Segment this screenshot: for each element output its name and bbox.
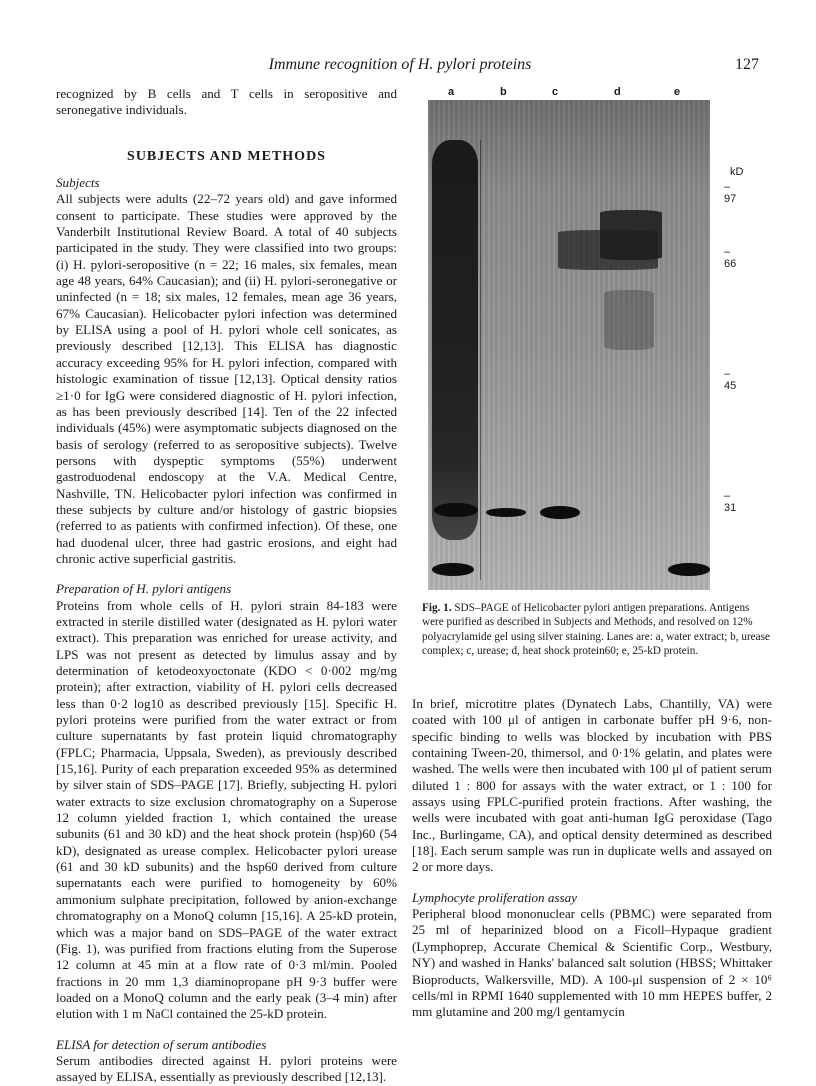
lane-label-d: d	[614, 86, 621, 98]
subjects-paragraph: All subjects were adults (22–72 years old) and gave informed consent to participate. These studies were approved by the Vanderbilt Institutional Review Board. A total of 40 subjects participated in the study. They were classified into two groups: (i) H. pylori-seropositive (n = 22; 16 males, six females, mean age 48 years, 64% Caucasian); and (ii) H. pylori-seronegative or uninfected (n = 18; six males, 12 females, mean age 36 years, 67% Caucasian). Helicobacter pylori infection was determined by ELISA using a pool of H. pylori whole cell sonicates, as previously described [12,13]. This ELISA has diagnostic accuracy exceeding 95% for H. pylori infection, compared with histologic examination of tissue [12,13]. Optical density ratios ≥1·0 for IgG were considered diagnostic of H. pylori infection, as has been previously described [14]. Ten of the 22 infected individuals (45%) were asymptomatic subjects diagnosed on the basis of serology (referred to as seropositive subjects). Twelve persons with dyspeptic symptoms (55%) underwent gastroduodenal endoscopy at the V.A. Medical Centre, Nashville, TN. Helicobacter pylori infection was confirmed in these subjects by culture and/or histology of gastric biopsies (referred to as patients with confirmed infection). Of these, one had duodenal ulcer, three had gastric erosions, and eight had chronic active superficial gastritis.	[56, 191, 397, 566]
elisa-heading: ELISA for detection of serum antibodies	[56, 1036, 267, 1052]
marker-97: – 97	[724, 181, 737, 205]
lymphocyte-heading: Lymphocyte proliferation assay	[412, 889, 577, 905]
marker-66: – 66	[724, 246, 737, 270]
figure-caption	[422, 601, 772, 658]
caption-label: Fig. 1.	[422, 602, 452, 614]
subjects-heading: Subjects	[56, 175, 100, 191]
preparation-paragraph: Proteins from whole cells of H. pylori strain 84-183 were extracted in sterile distilled water (designated as H. pylori water extract). This preparation was enriched for urease activity, and LPS was not present as detected by limulus assay and by determination of ketodeoxyoctonate (KDO < 0·002 mg/mg protein); after extraction, viability of H. pylori cells decreased less than 0·2 log10 as described previously [15]. Specific H. pylori proteins were purified from the water extract or from culture supernatants by fast protein liquid chromatography (FPLC; Pharmacia, Uppsala, Sweden), as previously described [15,16]. Purity of each preparation exceeded 95% as determined by silver stain of SDS–PAGE [17]. Briefly, subjecting H. pylori water extracts to size exclusion chromatography on a Superose 12 column yielded fraction 1, which contained the urease subunits (61 and 30 kD) and the heat shock protein (hsp)60 (54 kD), designated as urease complex. Helicobacter pylori urease (61 and 30 kD subunits) and the hsp60 derived from culture supernatants each were purified to homogeneity by 60% ammonium sulphate precipitation, followed by anion-exchange chromatography on a MonoQ column [15,16]. A 25-kD protein, which was a major band on SDS–PAGE of the water extract (Fig. 1), was purified from fractions eluting from the Superose 12 column at 45 min at a flow rate of 0·3 ml/min. Pooled fractions in 20 mm 1,3 diaminopropane pH 9·3 buffer were loaded on a MonoQ column and the early peak (3–4 min) after elution with 1 m NaCl contained the 25-kD protein.	[56, 597, 397, 1022]
lane-label-e: e	[674, 86, 681, 98]
lane-label-b: b	[500, 86, 507, 98]
kd-unit-label: kD	[730, 166, 744, 178]
section-heading: SUBJECTS AND METHODS	[127, 148, 326, 164]
intro-paragraph: recognized by B cells and T cells in seropositive and seronegative individuals.	[56, 86, 397, 118]
right-column	[412, 696, 772, 1021]
page-number: 127	[735, 56, 759, 73]
caption-text: SDS–PAGE of Helicobacter pylori antigen preparations. Antigens were purified as described in Subjects and Methods, and resolved on 12% polyacrylamide gel using silver staining. Lanes are: a, water extract; b, urease complex; c, urease; d, heat shock protein60; e, 25-kD protein.	[422, 602, 770, 657]
lymphocyte-paragraph: Peripheral blood mononuclear cells (PBMC) were separated from 25 ml of heparinized blood on a Ficoll–Hypaque gradient (Lymphoprep, Accurate Chemical & Scientific Corp., Westbury, NY) and washed in Hanks' balanced salt solution (HBSS; Whittaker Bioproducts, Walkersville, MD). A 100-μl suspension of 2 × 10⁶ cells/ml in RPMI 1640 supplemented with 10 mm HEPES buffer, 2 mm glutamine and 200 mg/l gentamycin	[412, 906, 772, 1020]
gel-image	[428, 100, 710, 590]
elisa-paragraph: Serum antibodies directed against H. pylori proteins were assayed by ELISA, essentially as previously described [12,13].	[56, 1052, 397, 1085]
preparation-heading: Preparation of H. pylori antigens	[56, 581, 232, 597]
left-column	[56, 86, 397, 1086]
elisa-continued-paragraph: In brief, microtitre plates (Dynatech Labs, Chantilly, VA) were coated with 100 μl of antigen in carbonate buffer pH 9·6, non-specific binding to wells was blocked by incubation with PBS containing Tween-20, thimersol, and 0·1% gelatin, and plates were washed. The wells were then incubated with 100 μl of patient serum diluted 1 : 800 for assays with the water extract, or 1 : 100 for assays using FPLC-purified protein fractions. After washing, the wells were incubated with goat anti-human IgG peroxidase (Tago Inc., Burlingame, CA), and optical density determined as described [18]. Each serum sample was run in duplicate wells and assayed on 2 or more days.	[412, 696, 772, 875]
lane-label-c: c	[552, 86, 559, 98]
marker-31: – 31	[724, 490, 737, 514]
running-head: Immune recognition of H. pylori proteins	[268, 56, 532, 73]
marker-45: – 45	[724, 368, 737, 392]
lane-label-a: a	[448, 86, 455, 98]
